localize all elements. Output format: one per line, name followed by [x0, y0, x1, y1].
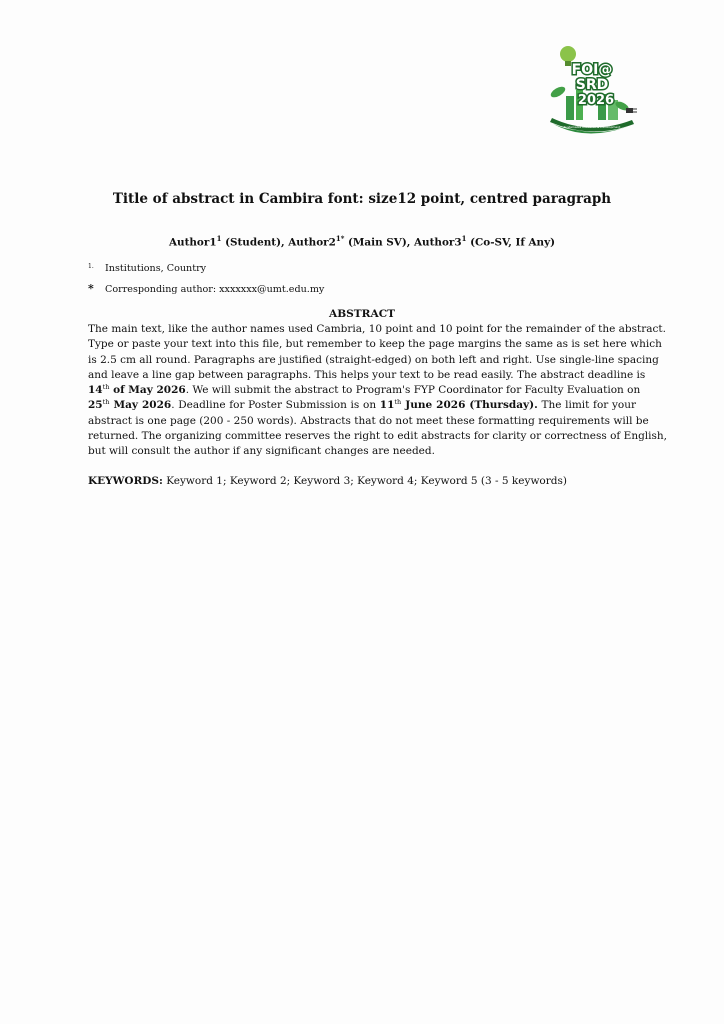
abstract-body	[88, 322, 668, 460]
author-3-role: (Co-SV, If Any)	[470, 236, 556, 249]
logo-line1: FOI@	[571, 62, 613, 78]
author-list	[0, 234, 724, 248]
author-1-role: (Student),	[225, 236, 289, 249]
abstract-line: Type or paste your text into this file, but remember to keep the page margins the same as is set here which	[88, 338, 662, 351]
author-3-affil-mark: 1	[461, 234, 467, 243]
abstract-line-text: The limit for your	[537, 399, 637, 412]
abstract-line: abstract is one page (200 - 250 words). Abstracts that do not meet these formatting requirements will be	[88, 414, 649, 427]
author-1-affil-mark: 1	[216, 234, 222, 243]
keywords-line	[88, 475, 567, 487]
logo-tagline: Sustainable Research & Development	[563, 125, 621, 129]
abstract-line: but will consult the author if any significant changes are needed.	[88, 445, 435, 458]
logo-line3: 2026	[577, 93, 615, 108]
abstract-line: is 2.5 cm all round. Paragraphs are justified (straight-edged) on both left and right. Use single-line spacing	[88, 353, 659, 366]
author-2-affil-mark: 1*	[335, 234, 345, 243]
abstract-title: Title of abstract in Cambira font: size12 point, centred paragraph	[112, 191, 612, 207]
author-2-role: (Main SV),	[347, 236, 414, 249]
corresponding-marker: *	[88, 282, 94, 295]
abstract-line	[88, 383, 641, 398]
poster-deadline-month: June 2026 (Thursday).	[401, 399, 538, 412]
abstract-line: and leave a line gap between paragraphs. This helps your text to be read easily. The abstract deadline is	[88, 368, 646, 381]
conference-logo	[546, 44, 638, 140]
conference-logo-graphic	[546, 44, 638, 140]
author-3-name: Author3	[413, 236, 462, 249]
abstract-line: The main text, like the author names used Cambria, 10 point and 10 point for the remainder of the abstract.	[88, 323, 666, 335]
abstract-heading: ABSTRACT	[328, 308, 396, 320]
evaluation-date-month: May 2026	[109, 399, 172, 412]
author-2-name: Author2	[288, 236, 336, 249]
poster-deadline-day: 11	[379, 399, 395, 412]
logo-line2: SRD	[575, 77, 609, 93]
affiliation-line	[88, 263, 206, 274]
abstract-deadline-month: of May 2026	[109, 384, 186, 397]
evaluation-date-day: 25	[88, 399, 103, 412]
abstract-line	[88, 398, 636, 413]
abstract-line-text: . Deadline for Poster Submission is on	[171, 399, 380, 412]
evaluation-date-ordinal: th	[102, 398, 110, 407]
keywords-label: KEYWORDS:	[88, 475, 163, 487]
author-1-name: Author1	[168, 236, 217, 249]
affiliation-text: Institutions, Country	[105, 263, 207, 274]
poster-deadline-ordinal: th	[394, 398, 402, 407]
corresponding-author-line	[88, 282, 324, 295]
abstract-deadline-day: 14	[88, 384, 103, 397]
affiliation-marker: 1.	[88, 263, 94, 270]
abstract-deadline-ordinal: th	[102, 383, 110, 392]
abstract-line: returned. The organizing committee reserves the right to edit abstracts for clarity or correctness of English,	[88, 430, 668, 443]
keywords-text: Keyword 1; Keyword 2; Keyword 3; Keyword 4; Keyword 5 (3 - 5 keywords)	[162, 475, 567, 487]
abstract-line-text: . We will submit the abstract to Program's FYP Coordinator for Faculty Evaluation on	[185, 384, 641, 397]
corresponding-author-text: Corresponding author: xxxxxxx@umt.edu.my	[105, 284, 325, 295]
